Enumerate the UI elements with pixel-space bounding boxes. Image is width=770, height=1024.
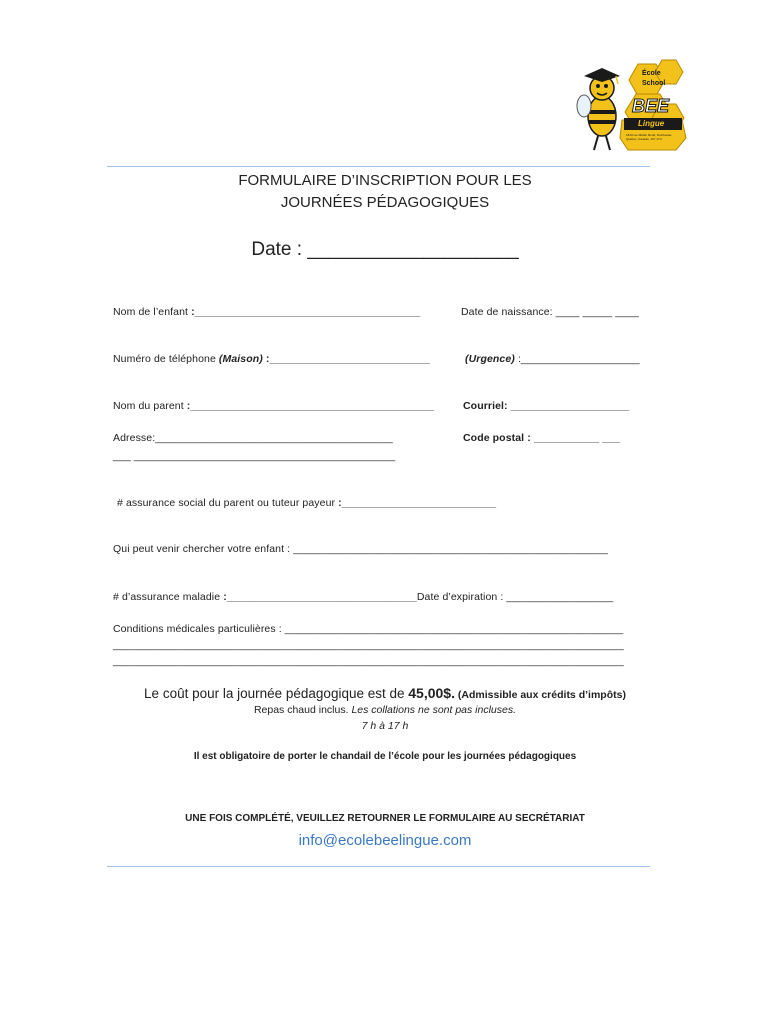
courriel-field[interactable]: Courriel: ____________________ [463, 400, 630, 412]
return-notice: UNE FOIS COMPLÉTÉ, VEUILLEZ RETOURNER LE FORMULAIRE AU SECRÉTARIAT [185, 813, 585, 824]
phone-field[interactable] [113, 353, 430, 365]
medical-conditions-field[interactable]: Conditions médicales particulières : _________________________________________________________ [113, 623, 624, 635]
parent-name-field[interactable] [113, 400, 434, 412]
meal-italic: Les collations ne sont pas incluses. [351, 704, 517, 716]
pickup-field[interactable]: Qui peut venir chercher votre enfant : _____________________________________________________ [113, 543, 608, 555]
urgence-field[interactable] [465, 353, 640, 365]
meal-info [0, 704, 770, 716]
address-field-line1[interactable]: Adresse:________________________________________ [113, 432, 393, 444]
logo-school: School [642, 80, 666, 87]
sin-blank[interactable]: :__________________________ [338, 497, 497, 509]
urgence-blank[interactable]: :____________________ [514, 353, 640, 365]
cost-note: (Admissible aux crédits d’impôts) [454, 689, 626, 701]
cost-statement [0, 685, 770, 701]
form-title-line1: FORMULAIRE D’INSCRIPTION POUR LES [238, 172, 532, 189]
expiration-field[interactable]: Date d’expiration : __________________ [416, 591, 614, 603]
contact-email-link[interactable]: info@ecolebeelingue.com [298, 832, 472, 849]
meal-text: Repas chaud inclus. [253, 704, 352, 716]
phone-home-label: (Maison) [218, 353, 263, 365]
child-name-label: Nom de l’enfant [113, 306, 192, 318]
address-field-line2[interactable]: ___ ____________________________________________ [113, 450, 396, 462]
sin-label: # assurance social du parent ou tuteur payeur [117, 497, 339, 509]
date-field[interactable]: Date : ____________________ [251, 239, 519, 260]
urgence-label: (Urgence) [465, 353, 515, 365]
parent-name-blank[interactable]: :_________________________________________ [186, 400, 434, 412]
parent-name-label: Nom du parent [113, 400, 187, 412]
postal-code-field[interactable]: Code postal : ___________ ___ [463, 432, 620, 444]
cost-text: Le coût pour la journée pédagogique est de [144, 686, 409, 701]
top-divider [107, 166, 650, 167]
medical-conditions-line3[interactable]: ______________________________________________________________________________________ [113, 655, 624, 667]
phone-blank[interactable]: :___________________________ [262, 353, 430, 365]
form-title-line2: JOURNÉES PÉDAGOGIQUES [280, 194, 490, 211]
bottom-divider [107, 866, 650, 867]
child-name-blank[interactable]: :______________________________________ [191, 306, 421, 318]
logo-address: 1810 rue Maher Rond, Dorchester, Québec, Canada, J4Y 1Y4 [626, 133, 673, 141]
hours: 7 h à 17 h [361, 720, 409, 732]
health-label: # d’assurance maladie [113, 591, 224, 603]
school-logo [576, 54, 692, 158]
birth-date-field[interactable]: Date de naissance: ____ _____ ____ [461, 306, 639, 318]
medical-conditions-line2[interactable]: ______________________________________________________________________________________ [113, 639, 624, 651]
logo-lingue: Lingue [638, 119, 665, 128]
health-blank[interactable]: :________________________________ [223, 591, 417, 603]
child-name-field[interactable] [113, 306, 420, 318]
sin-field[interactable] [117, 497, 496, 509]
phone-label: Numéro de téléphone [113, 353, 219, 365]
cost-amount: 45,00$. [408, 685, 455, 701]
mandatory-shirt-notice: Il est obligatoire de porter le chandail de l’école pour les journées pédagogiques [193, 751, 577, 762]
health-insurance-field[interactable] [113, 591, 613, 603]
logo-bee: BEE [632, 96, 670, 116]
logo-ecole: École [642, 70, 661, 77]
